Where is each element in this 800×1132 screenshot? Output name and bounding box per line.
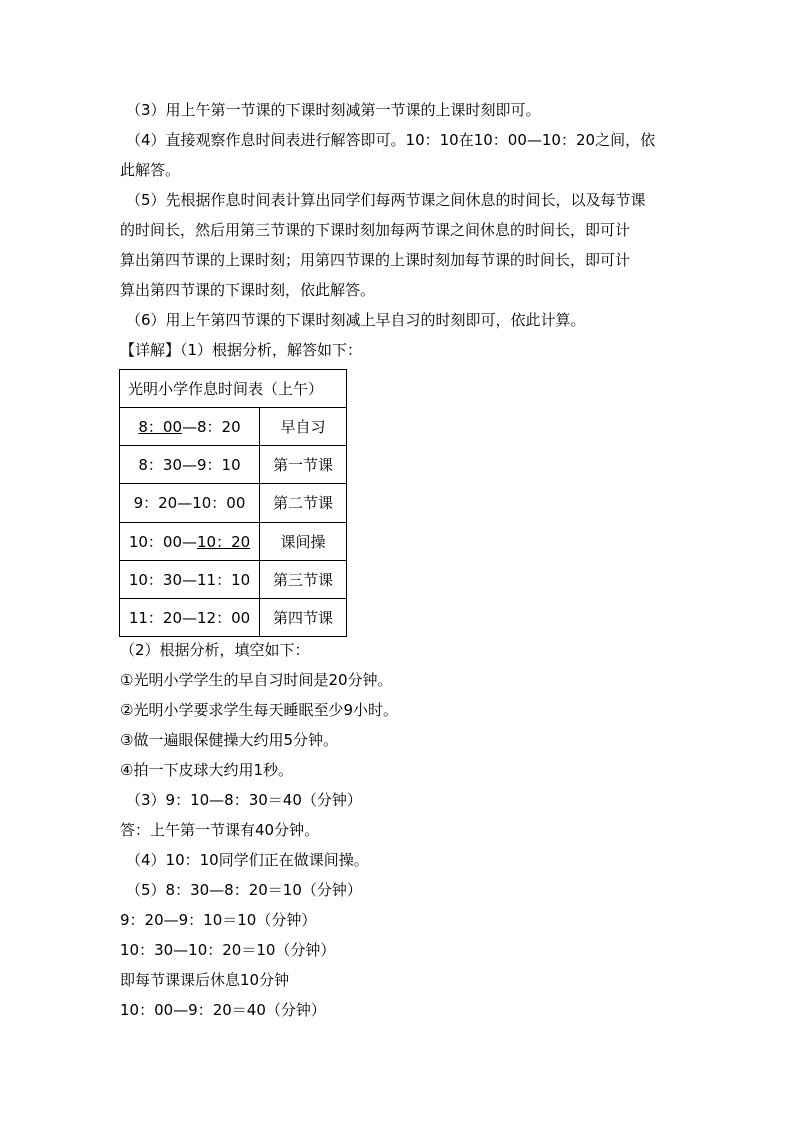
time-cell: [120, 598, 260, 636]
analysis-line-5: （5）先根据作息时间表计算出同学们每两节课之间休息的时间长，以及每节课: [126, 191, 646, 209]
analysis-line-4: （4）直接观察作息时间表进行解答即可。10：10在10：00—10：20之间，依: [126, 131, 656, 149]
table-row: [120, 522, 347, 560]
time-end: 10：20: [197, 532, 251, 551]
time-cell: [120, 408, 260, 446]
answer-3-conclusion: 答：上午第一节课有40分钟。: [120, 821, 320, 839]
answer-line-2: （2）根据分析，填空如下：: [120, 641, 310, 659]
time-range: 9：20—10：00: [133, 494, 246, 513]
time-cell: [120, 446, 260, 484]
answer-5-summary: 即每节课课后休息10分钟: [120, 971, 290, 989]
answer-item-4: ④拍一下皮球大约用1秒。: [120, 761, 293, 779]
activity-cell: 第四节课: [260, 598, 347, 636]
activity-cell: 第一节课: [260, 446, 347, 484]
time-cell: [120, 522, 260, 560]
time-cell: [120, 560, 260, 598]
answer-5-calc-2: 9：20—9：10＝10（分钟）: [120, 911, 317, 929]
time-range: 8：30—9：10: [138, 456, 241, 475]
analysis-line-5-cont-1: 的时间长，然后用第三节课的下课时刻加每两节课之间休息的时间长，即可计: [120, 221, 631, 239]
table-row: [120, 598, 347, 636]
table-row: [120, 484, 347, 522]
answer-line-4: （4）10：10同学们正在做课间操。: [126, 851, 369, 869]
time-cell: [120, 484, 260, 522]
analysis-line-5-cont-2: 算出第四节课的上课时刻；用第四节课的上课时刻加每节课的时间长，即可计: [120, 251, 631, 269]
time-range: 11：20—12：00: [128, 608, 251, 627]
time-start: 10：00—: [128, 532, 197, 551]
answer-line-3: （3）9：10—8：30＝40（分钟）: [126, 791, 362, 809]
answer-5-calc-4: 10：00—9：20＝40（分钟）: [120, 1001, 326, 1019]
activity-cell: 第二节课: [260, 484, 347, 522]
time-start: 8：00: [138, 418, 182, 437]
time-range: 10：30—11：10: [128, 570, 251, 589]
detail-heading: 【详解】（1）根据分析，解答如下：: [120, 341, 363, 359]
analysis-line-6: （6）用上午第四节课的下课时刻减上早自习的时刻即可，依此计算。: [126, 311, 586, 329]
table-row: [120, 560, 347, 598]
table-row: [120, 446, 347, 484]
analysis-line-3: （3）用上午第一节课的下课时刻减第一节课的上课时刻即可。: [126, 101, 541, 119]
table-row: [120, 408, 347, 446]
answer-item-3: ③做一遍眼保健操大约用5分钟。: [120, 731, 338, 749]
schedule-table-title: 光明小学作息时间表（上午）: [120, 370, 347, 408]
activity-cell: 早自习: [260, 408, 347, 446]
activity-cell: 第三节课: [260, 560, 347, 598]
analysis-line-4-cont: 此解答。: [120, 161, 181, 179]
answer-item-1: ①光明小学学生的早自习时间是20分钟。: [120, 671, 393, 689]
answer-item-2: ②光明小学要求学生每天睡眠至少9小时。: [120, 701, 398, 719]
time-end: —8：20: [182, 418, 241, 437]
analysis-line-5-cont-3: 算出第四节课的下课时刻，依此解答。: [120, 281, 376, 299]
activity-cell: 课间操: [260, 522, 347, 560]
answer-5-calc-3: 10：30—10：20＝10（分钟）: [120, 941, 336, 959]
schedule-table: [119, 369, 347, 637]
answer-line-5: （5）8：30—8：20＝10（分钟）: [126, 881, 362, 899]
